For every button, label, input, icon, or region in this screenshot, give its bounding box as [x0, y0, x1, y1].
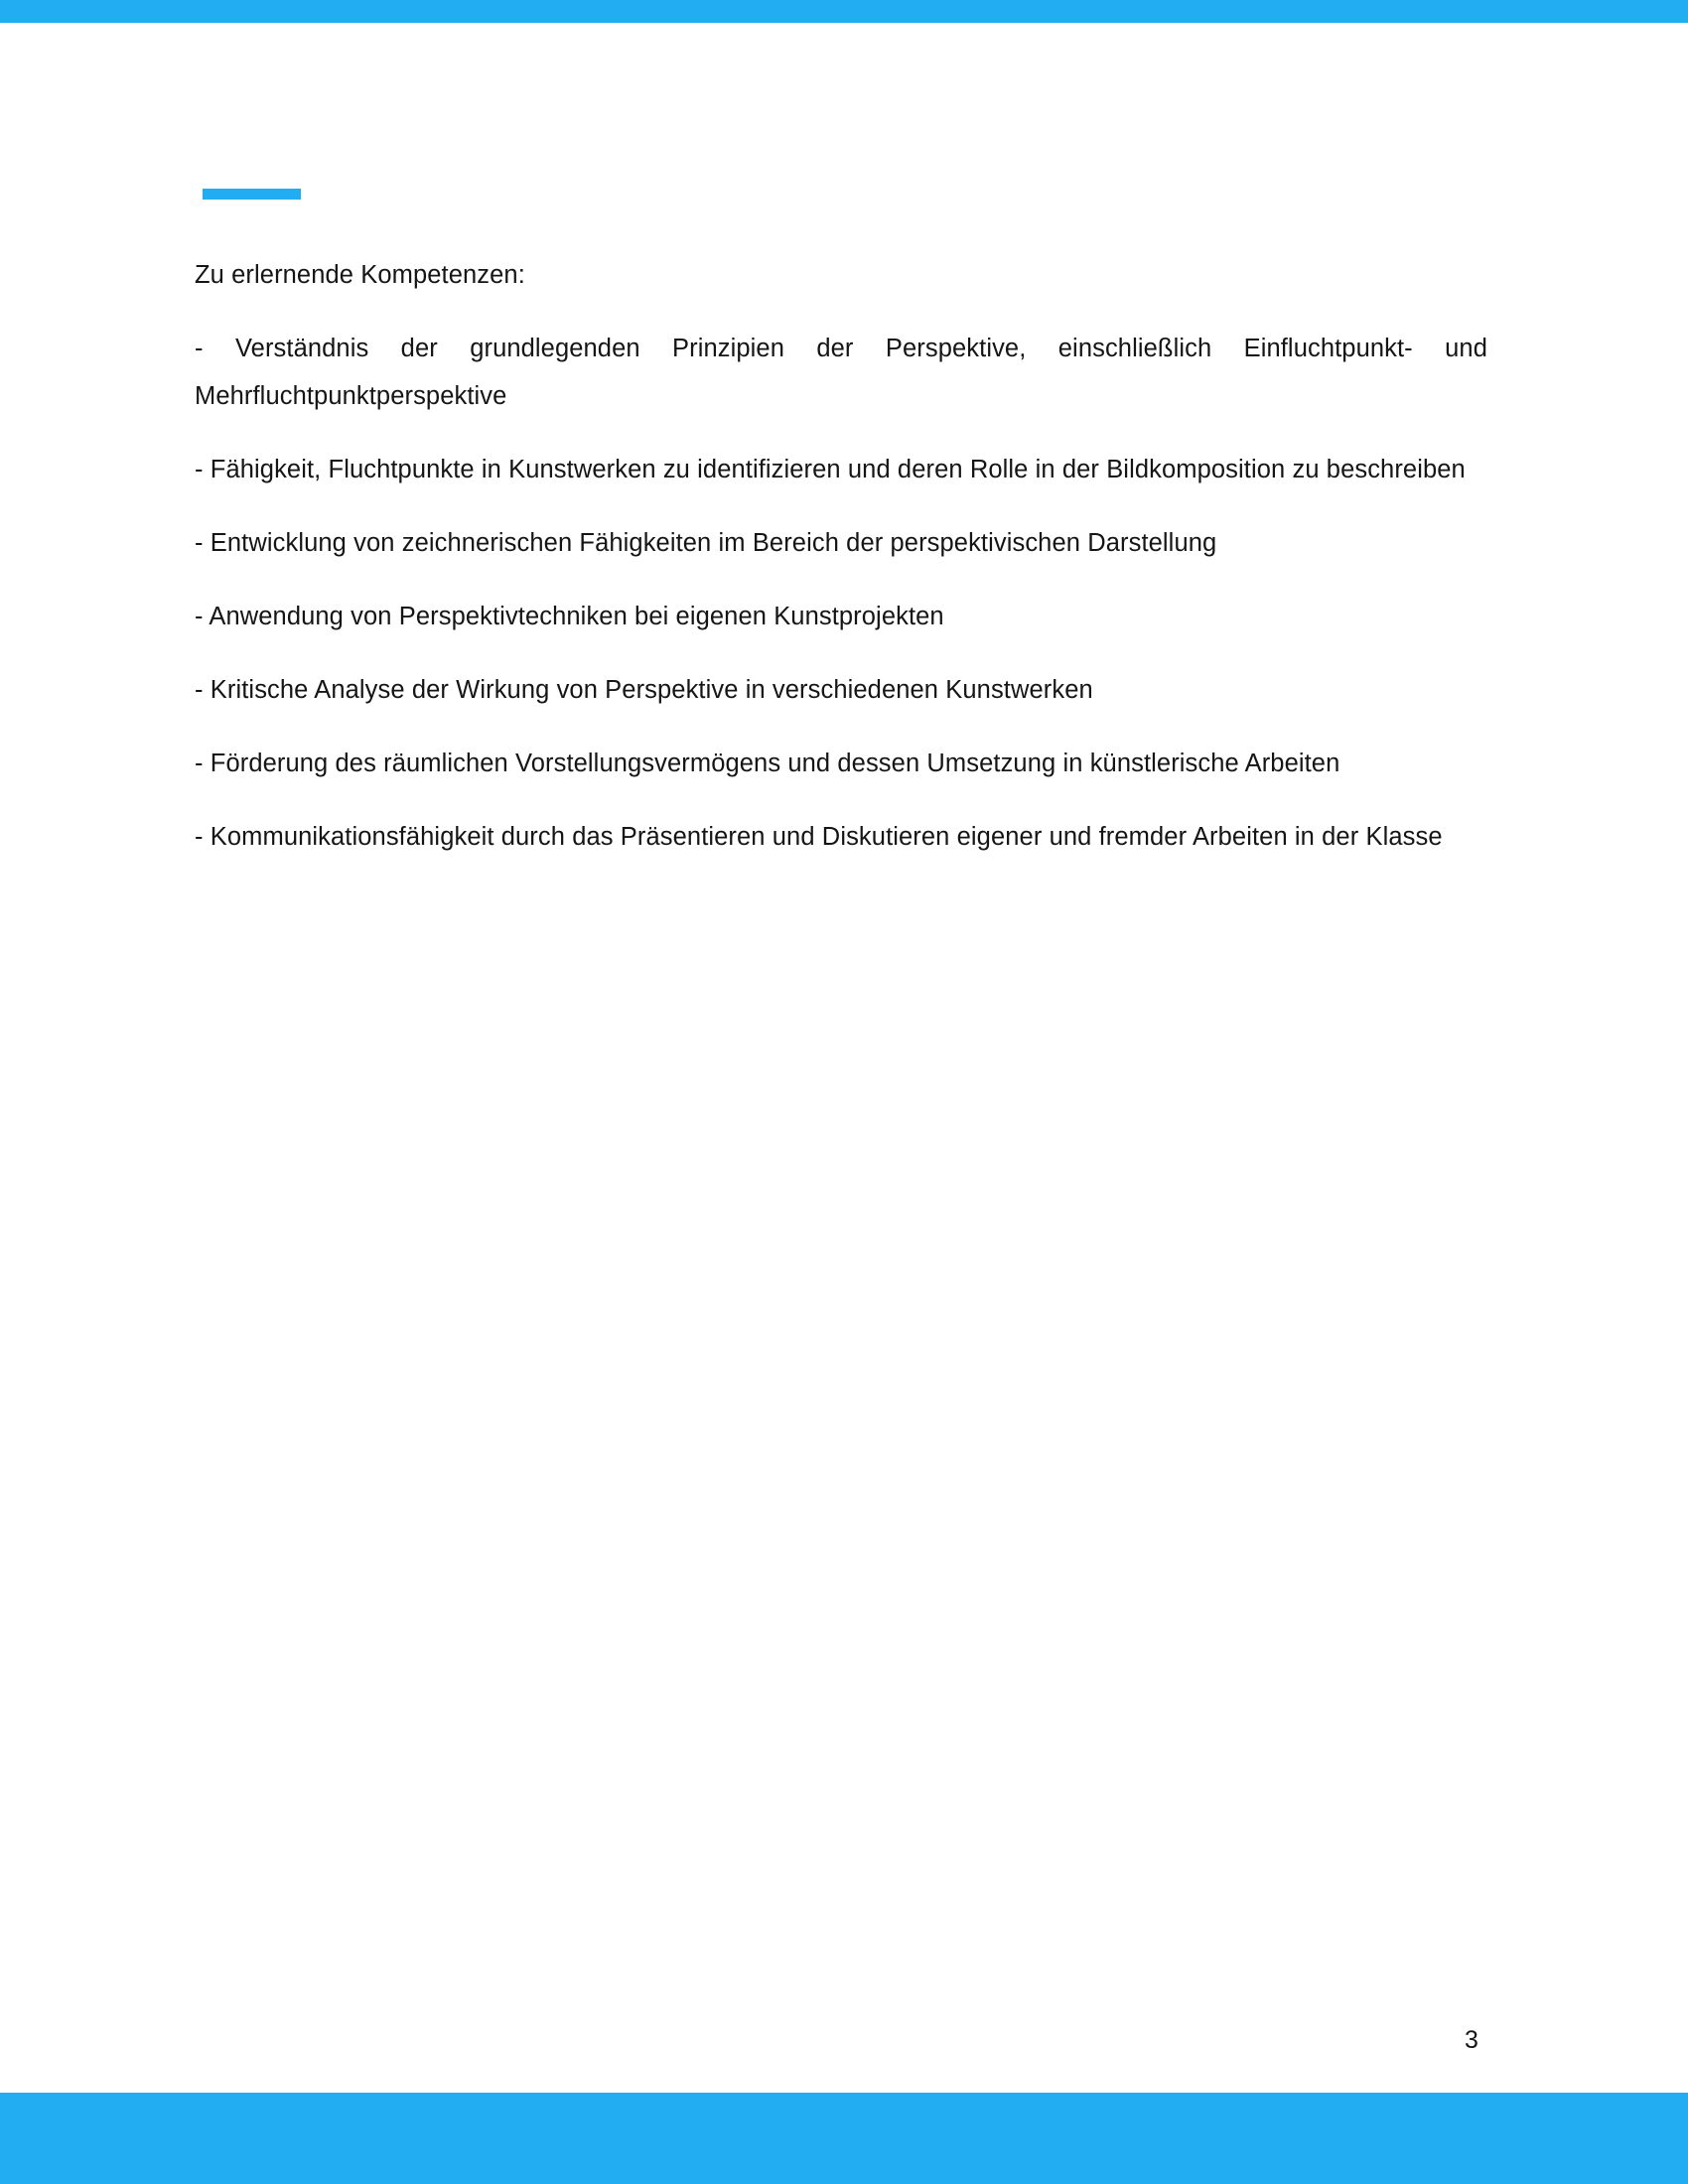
section-intro-label: Zu erlernende Kompetenzen: — [195, 261, 525, 289]
competency-item: - Entwicklung von zeichnerischen Fähigkeiten im Bereich der perspektivischen Darstellung — [195, 529, 1217, 557]
competency-item: - Anwendung von Perspektivtechniken bei eigenen Kunstprojekten — [195, 603, 944, 630]
header-accent-bar — [0, 0, 1688, 23]
competency-item: - Förderung des räumlichen Vorstellungsvermögens und dessen Umsetzung in künstlerische Arbeiten — [195, 750, 1340, 777]
document-body — [195, 251, 1487, 861]
section-accent-dash — [203, 189, 301, 200]
footer-accent-bar — [0, 2093, 1688, 2184]
page-number: 3 — [1465, 2026, 1478, 2054]
competency-item: - Verständnis der grundlegenden Prinzipien der Perspektive, einschließlich Einfluchtpunkt- und Mehrfluchtpunktperspektive — [195, 335, 1487, 410]
competency-item: - Kritische Analyse der Wirkung von Perspektive in verschiedenen Kunstwerken — [195, 676, 1093, 704]
competency-item: - Fähigkeit, Fluchtpunkte in Kunstwerken zu identifizieren und deren Rolle in der Bildkomposition zu beschreiben — [195, 456, 1466, 483]
competency-item: - Kommunikationsfähigkeit durch das Präsentieren und Diskutieren eigener und fremder Arbeiten in der Klasse — [195, 823, 1443, 851]
